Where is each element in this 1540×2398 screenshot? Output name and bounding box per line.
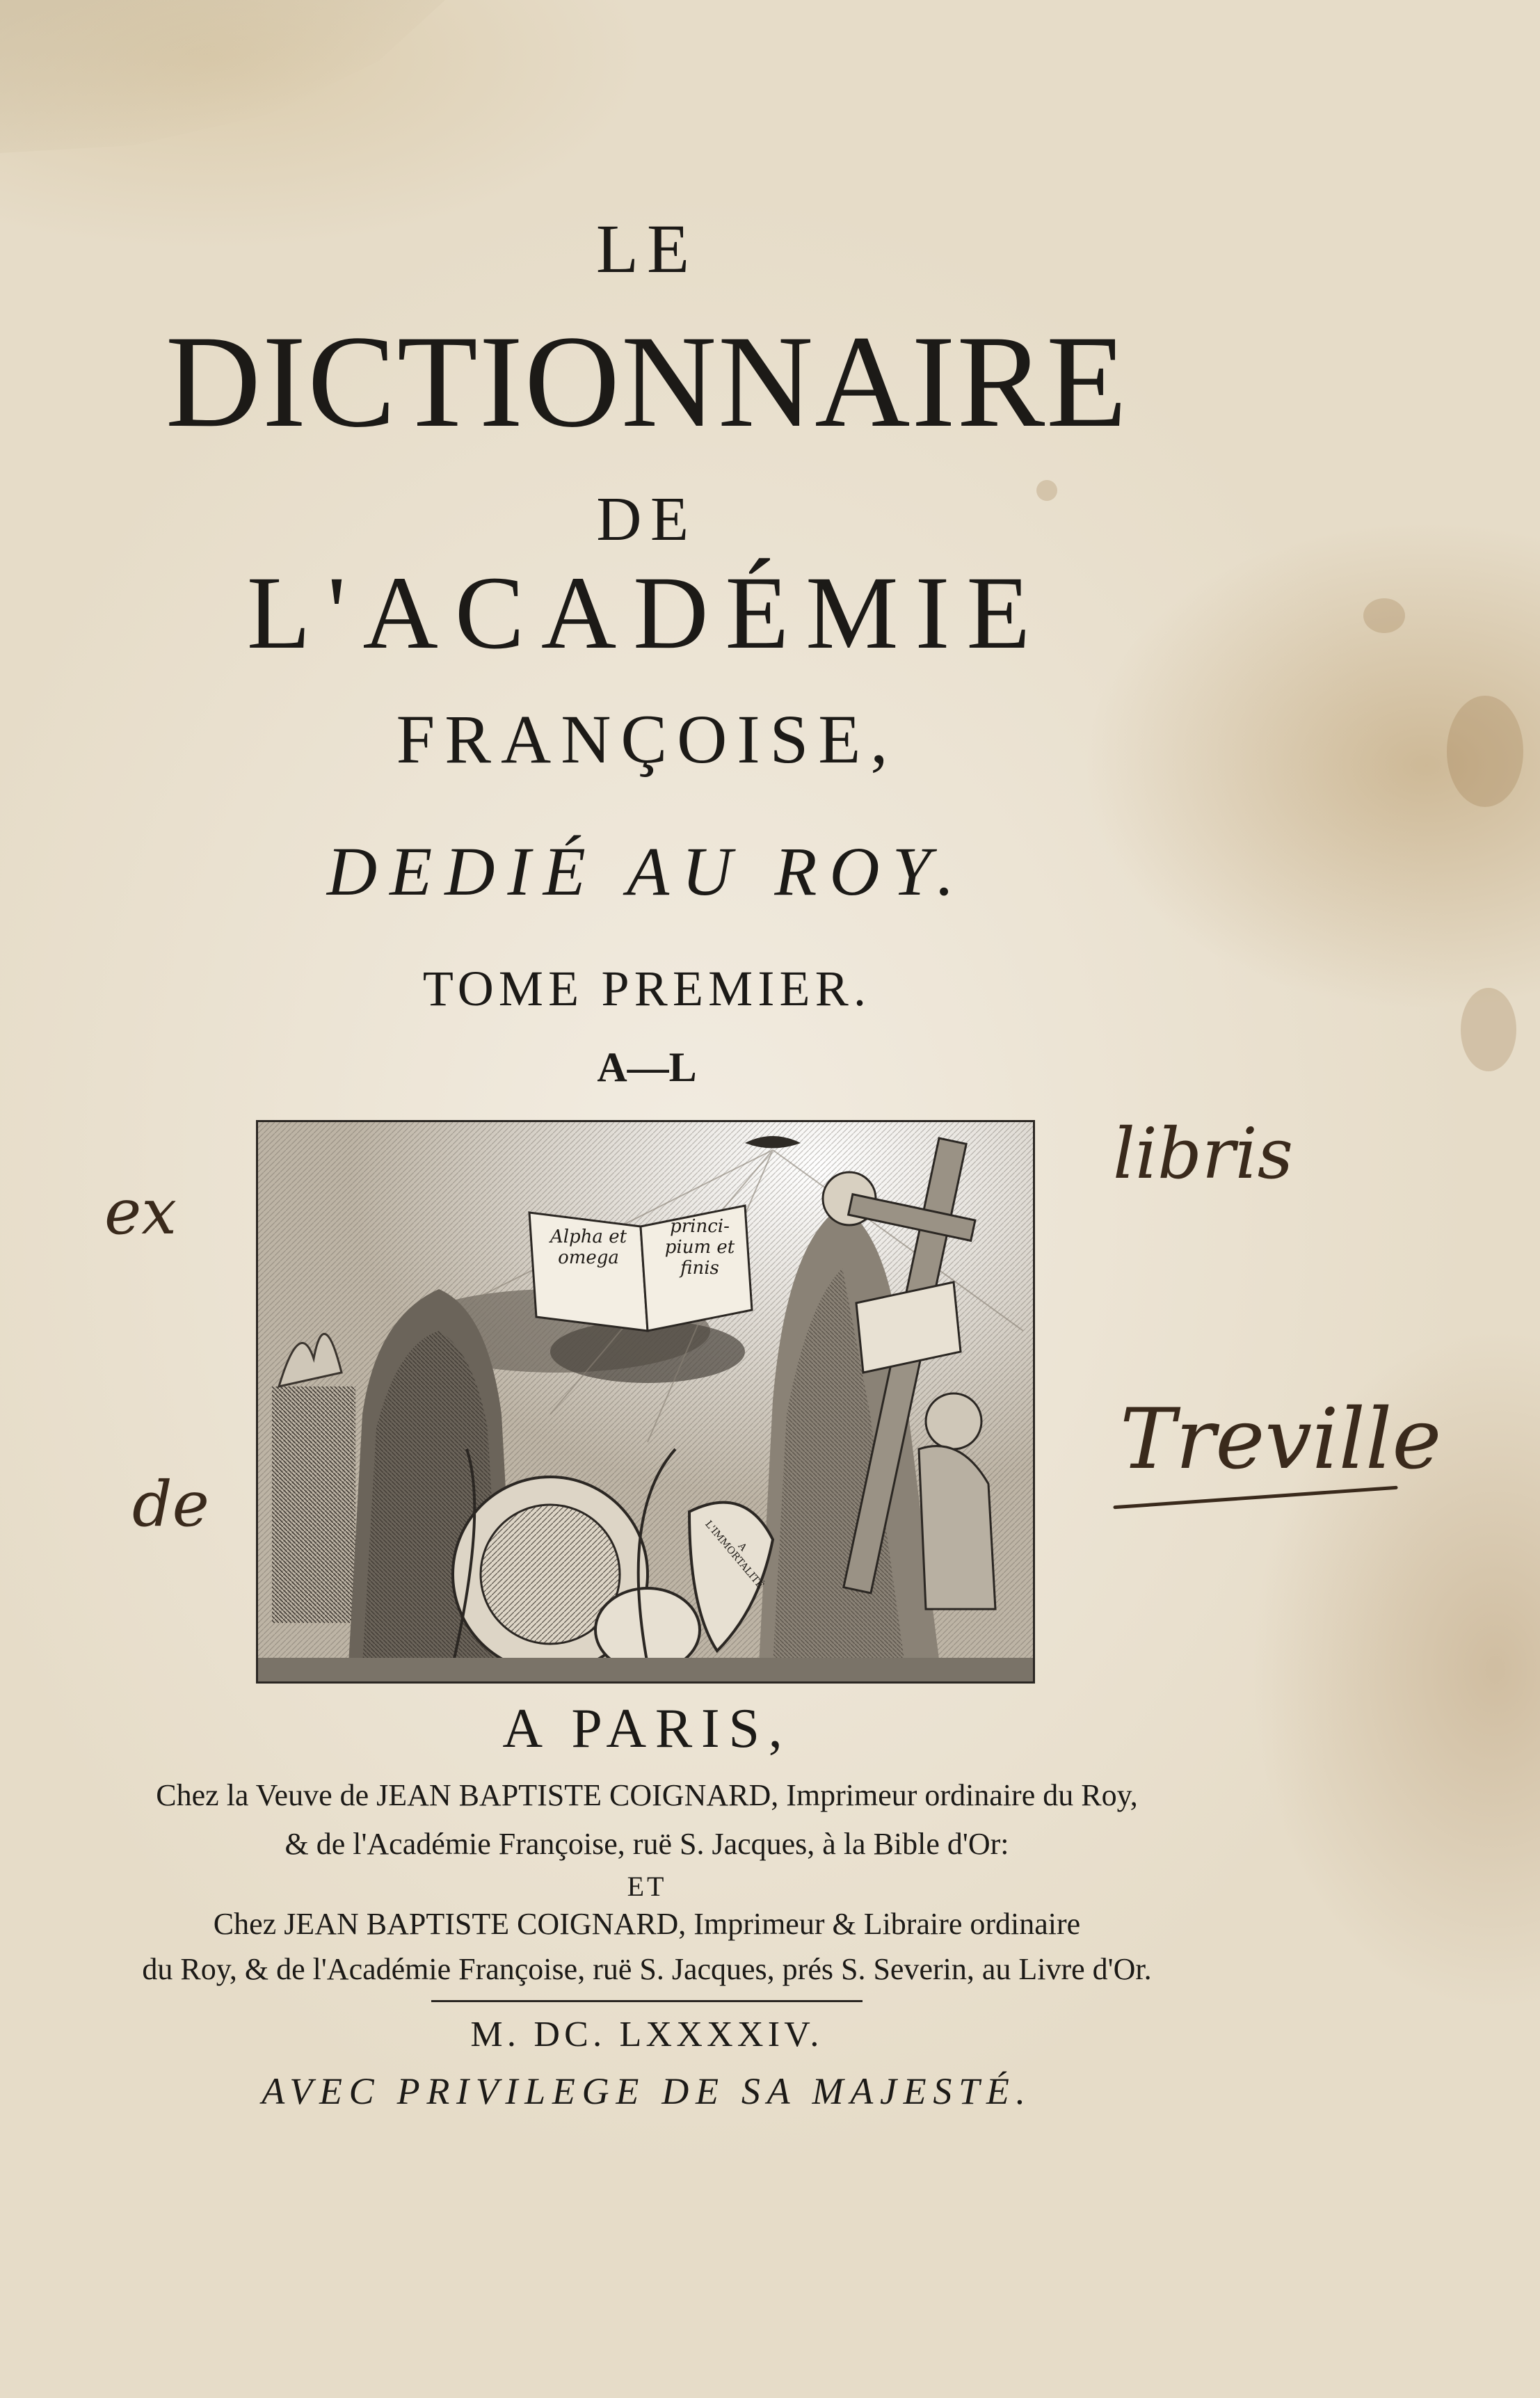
royal-privilege: AVEC PRIVILEGE DE SA MAJESTÉ. xyxy=(262,2070,1032,2112)
handwriting-ex: ex xyxy=(104,1176,177,1249)
handwriting-de: de xyxy=(132,1468,209,1541)
title-francoise: FRANÇOISE, xyxy=(396,701,898,778)
title-dictionnaire: DICTIONNAIRE xyxy=(165,309,1129,455)
imprint-address-1: & de l'Académie Françoise, ruë S. Jacques, à la Bible d'Or: xyxy=(284,1827,1009,1861)
frontispiece-engraving xyxy=(256,1120,1035,1684)
imprint-publisher-1: Chez la Veuve de JEAN BAPTISTE COIGNARD, Imprimeur ordinaire du Roy, xyxy=(156,1778,1138,1812)
engraving-illustration xyxy=(258,1122,1033,1681)
divider-rule xyxy=(431,2000,863,2002)
dedication: DEDIÉ AU ROY. xyxy=(326,833,968,910)
foxing-stain xyxy=(1447,696,1523,807)
foxing-stain xyxy=(1461,988,1516,1071)
banner-text: A L'IMMORTALITÉ xyxy=(703,1519,766,1591)
imprint-city: A PARIS, xyxy=(502,1698,792,1759)
volume-label: TOME PREMIER. xyxy=(422,961,872,1016)
torn-corner xyxy=(0,0,445,153)
imprint-conjunction: ET xyxy=(627,1871,667,1902)
book-right-text: princi- pium et finis xyxy=(664,1216,735,1279)
imprint-year: M. DC. LXXXXIV. xyxy=(470,2015,824,2054)
signature-underline xyxy=(1113,1486,1397,1510)
handwriting-owner-signature: Treville xyxy=(1120,1391,1442,1488)
title-le: LE xyxy=(595,210,698,287)
title-academie: L'ACADÉMIE xyxy=(246,555,1048,671)
imprint-publisher-2: Chez JEAN BAPTISTE COIGNARD, Imprimeur & Libraire ordinaire xyxy=(213,1907,1081,1941)
letter-range: A—L xyxy=(597,1044,697,1090)
handwriting-libris: libris xyxy=(1113,1113,1294,1194)
foxing-stain xyxy=(1363,598,1405,633)
imprint-address-2: du Roy, & de l'Académie Françoise, ruë S. Jacques, prés S. Severin, au Livre d'Or. xyxy=(142,1952,1152,1986)
book-left-text: Alpha et omega xyxy=(550,1226,627,1268)
title-de: DE xyxy=(596,485,698,554)
